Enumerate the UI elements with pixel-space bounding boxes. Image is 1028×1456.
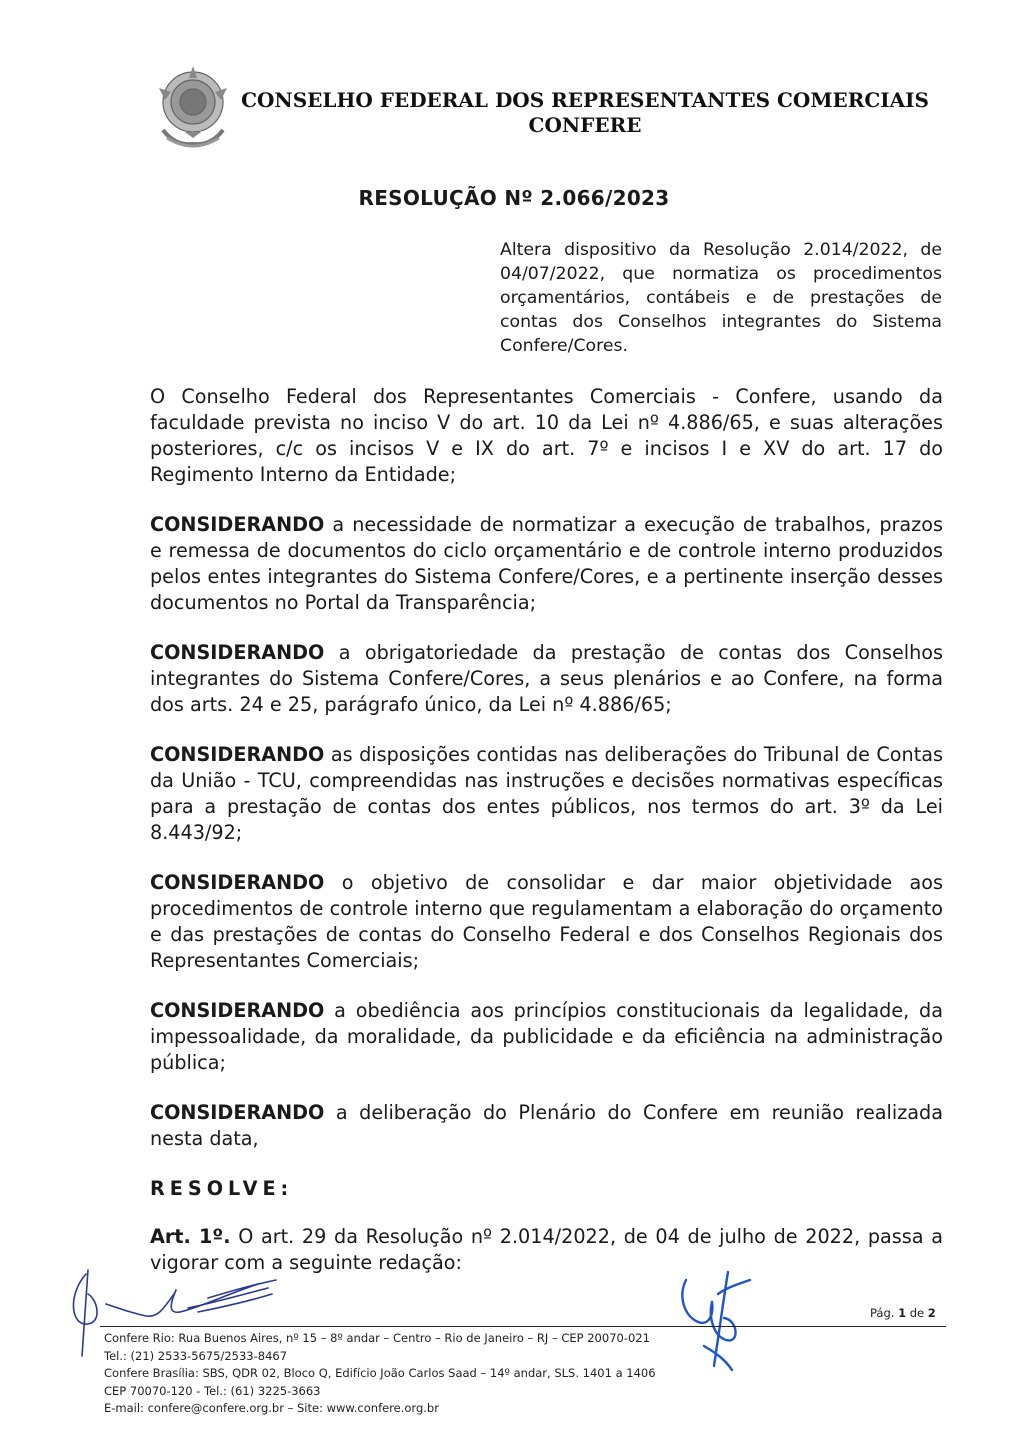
ementa: Altera dispositivo da Resolução 2.014/2022, de 04/07/2022, que normatiza os procedimentos orçamentários, contábeis e de prestações de contas dos Conselhos integrantes do Sistema Confere/Cores. <box>500 240 942 356</box>
organization-name-line2: CONFERE <box>528 113 642 137</box>
footer-address-brasilia: Confere Brasília: SBS, QDR 02, Bloco Q, Edifício João Carlos Saad – 14º andar, SLS. 1401 a 1406 <box>104 1366 656 1380</box>
considerando-text: o objetivo de consolidar e dar maior objetividade aos procedimentos de controle interno que regulamentam a elaboração do orçamento e das prestações de contas do Conselho Federal e dos Conselhos Regionais dos Representantes Comerciais; <box>150 871 943 972</box>
footer-contact <box>104 1330 656 1418</box>
article-1-label: Art. 1º. <box>150 1225 231 1248</box>
organization-name-line1: CONSELHO FEDERAL DOS REPRESENTANTES COMERCIAIS <box>241 88 929 112</box>
considerando-paragraph <box>150 640 943 718</box>
preamble: O Conselho Federal dos Representantes Comerciais - Confere, usando da faculdade prevista no inciso V do art. 10 da Lei nº 4.886/65, e suas alterações posteriores, c/c os incisos V e IX do art. 7º e incisos I e XV do art. 17 do Regimento Interno da Entidade; <box>150 385 943 486</box>
considerando-paragraph <box>150 742 943 846</box>
considerando-text: a deliberação do Plenário do Confere em reunião realizada nesta data, <box>150 1101 943 1150</box>
footer-email-site: E-mail: confere@confere.org.br – Site: www.confere.org.br <box>104 1401 439 1415</box>
considerando-text: a obrigatoriedade da prestação de contas dos Conselhos integrantes do Sistema Confere/Cores, a seus plenários e ao Confere, na forma dos arts. 24 e 25, parágrafo único, da Lei nº 4.886/65; <box>150 641 943 716</box>
considerando-paragraph <box>150 998 943 1076</box>
footer-phone-brasilia: CEP 70070-120 - Tel.: (61) 3225-3663 <box>104 1383 321 1398</box>
document-body <box>150 384 943 1300</box>
page-prefix: Pág. <box>870 1306 895 1320</box>
footer-phone-rio: Tel.: (21) 2533-5675/2533-8467 <box>104 1348 288 1363</box>
signature-right <box>668 1266 768 1376</box>
letterhead <box>145 58 1025 158</box>
organization-name <box>145 88 1025 138</box>
document-title: RESOLUÇÃO Nº 2.066/2023 <box>358 186 670 210</box>
footer-address-rio: Confere Rio: Rua Buenos Aires, nº 15 – 8º andar – Centro – Rio de Janeiro – RJ – CEP 20070-021 <box>104 1331 650 1345</box>
article-1-text: O art. 29 da Resolução nº 2.014/2022, de 04 de julho de 2022, passa a vigorar com a seguinte redação: <box>150 1225 943 1274</box>
resolve-heading: RESOLVE: <box>150 1177 294 1200</box>
considerando-keyword: CONSIDERANDO <box>150 1101 325 1124</box>
considerando-paragraph <box>150 870 943 974</box>
considerando-text: as disposições contidas nas deliberações do Tribunal de Contas da União - TCU, compreendidas nas instruções e decisões normativas específicas para a prestação de contas dos entes públicos, nos termos do art. 3º da Lei 8.443/92; <box>150 743 943 844</box>
considerando-paragraph <box>150 512 943 616</box>
considerando-keyword: CONSIDERANDO <box>150 513 325 536</box>
page-current: 1 <box>898 1306 907 1320</box>
considerando-keyword: CONSIDERANDO <box>150 871 325 894</box>
considerando-text: a necessidade de normatizar a execução de trabalhos, prazos e remessa de documentos do ciclo orçamentário e de controle interno produzidos pelos entes integrantes do Sistema Confere/Cores, e a pertinente inserção desses documentos no Portal da Transparência; <box>150 513 943 614</box>
considerando-keyword: CONSIDERANDO <box>150 743 325 766</box>
page-separator: de <box>909 1306 925 1320</box>
considerando-text: a obediência aos princípios constitucionais da legalidade, da impessoalidade, da moralidade, da publicidade e da eficiência na administração pública; <box>150 999 943 1074</box>
footer-divider <box>100 1326 946 1327</box>
page-total: 2 <box>927 1306 936 1320</box>
page-number <box>870 1306 936 1320</box>
considerando-paragraph <box>150 1100 943 1152</box>
considerando-keyword: CONSIDERANDO <box>150 999 325 1022</box>
considerando-keyword: CONSIDERANDO <box>150 641 325 664</box>
